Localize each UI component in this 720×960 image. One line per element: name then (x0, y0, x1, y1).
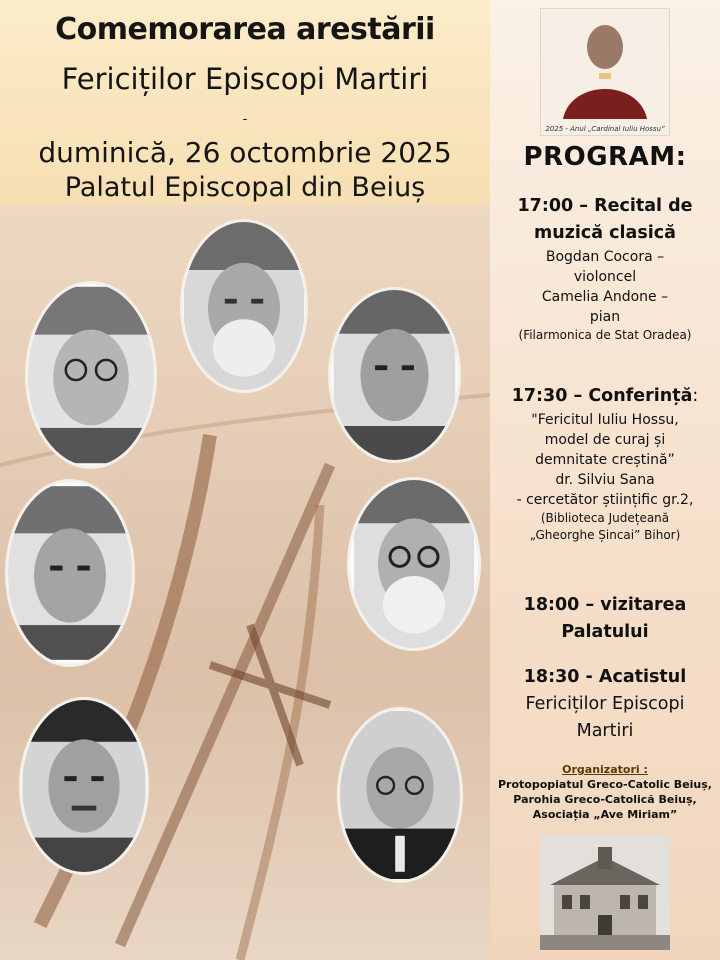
program-item-2-line: - cercetător științific gr.2, (516, 492, 694, 508)
title-line-2: Fericiților Episcopi Martiri (61, 62, 429, 96)
title-separator: - (242, 112, 248, 127)
program-item-2-heading-colon: : (692, 386, 699, 406)
program-item-4-line: Fericiților Episcopi (525, 694, 685, 714)
program-item-4 (490, 664, 720, 745)
program-item-2 (490, 383, 720, 544)
cardinal-portrait-seal (540, 8, 670, 136)
title-line-1: Comemorarea arestării (55, 12, 435, 47)
program-item-4-heading: 18:30 - Acatistul (523, 667, 687, 687)
event-date: duminică, 26 octombrie 2025 (38, 136, 452, 169)
program-item-2-note: (Biblioteca Județeană (540, 511, 670, 525)
program-item-1-heading: 17:00 – Recital de muzică clasică (517, 196, 693, 243)
palace-building-icon (540, 835, 670, 950)
program-item-2-line: model de curaj și (544, 432, 666, 448)
program-item-1-line: Bogdan Cocora – (545, 249, 665, 265)
portrait-bishop-5 (350, 480, 478, 648)
portrait-bishop-6 (22, 700, 146, 872)
program-item-1-line: pian (589, 309, 621, 325)
organizers-title: Organizatori : (562, 763, 648, 776)
organizer-line: Protopopiatul Greco-Catolic Beiuș, (498, 778, 712, 791)
program-item-3-heading: 18:00 – vizitarea Palatului (523, 595, 687, 642)
program-item-1-line: Camelia Andone – (541, 289, 669, 305)
portrait-bishop-3 (331, 290, 458, 460)
episcopal-palace-photo (540, 835, 670, 950)
program-item-2-note: „Gheorghe Șincai” Bihor) (529, 528, 681, 542)
organizer-line: Asociația „Ave Miriam” (532, 808, 678, 821)
portrait-bishop-1 (183, 222, 305, 390)
organizer-line: Parohia Greco-Catolică Beiuș, (513, 793, 697, 806)
organizers (490, 762, 720, 822)
program-item-1 (490, 193, 720, 344)
program-item-1-note: (Filarmonica de Stat Oradea) (518, 328, 692, 342)
program-item-3 (490, 592, 720, 646)
program-item-2-line: "Fericitul Iuliu Hossu, (531, 412, 679, 428)
program-title: PROGRAM: (523, 142, 687, 172)
program-item-2-line: demnitate creștină” (535, 452, 675, 468)
portrait-bishop-2 (28, 284, 154, 466)
program-item-1-line: violoncel (573, 269, 637, 285)
portrait-bishop-4 (8, 482, 132, 664)
program-item-4-line: Martiri (576, 721, 634, 741)
event-place: Palatul Episcopal din Beiuș (64, 172, 426, 203)
program-item-2-heading: 17:30 – Conferință (511, 386, 693, 406)
portrait-bishop-7 (340, 710, 460, 880)
program-item-2-line: dr. Silviu Sana (555, 472, 655, 488)
cardinal-portrait-icon (541, 9, 669, 119)
seal-caption: 2025 - Anul „Cardinal Iuliu Hossu” (545, 125, 665, 133)
